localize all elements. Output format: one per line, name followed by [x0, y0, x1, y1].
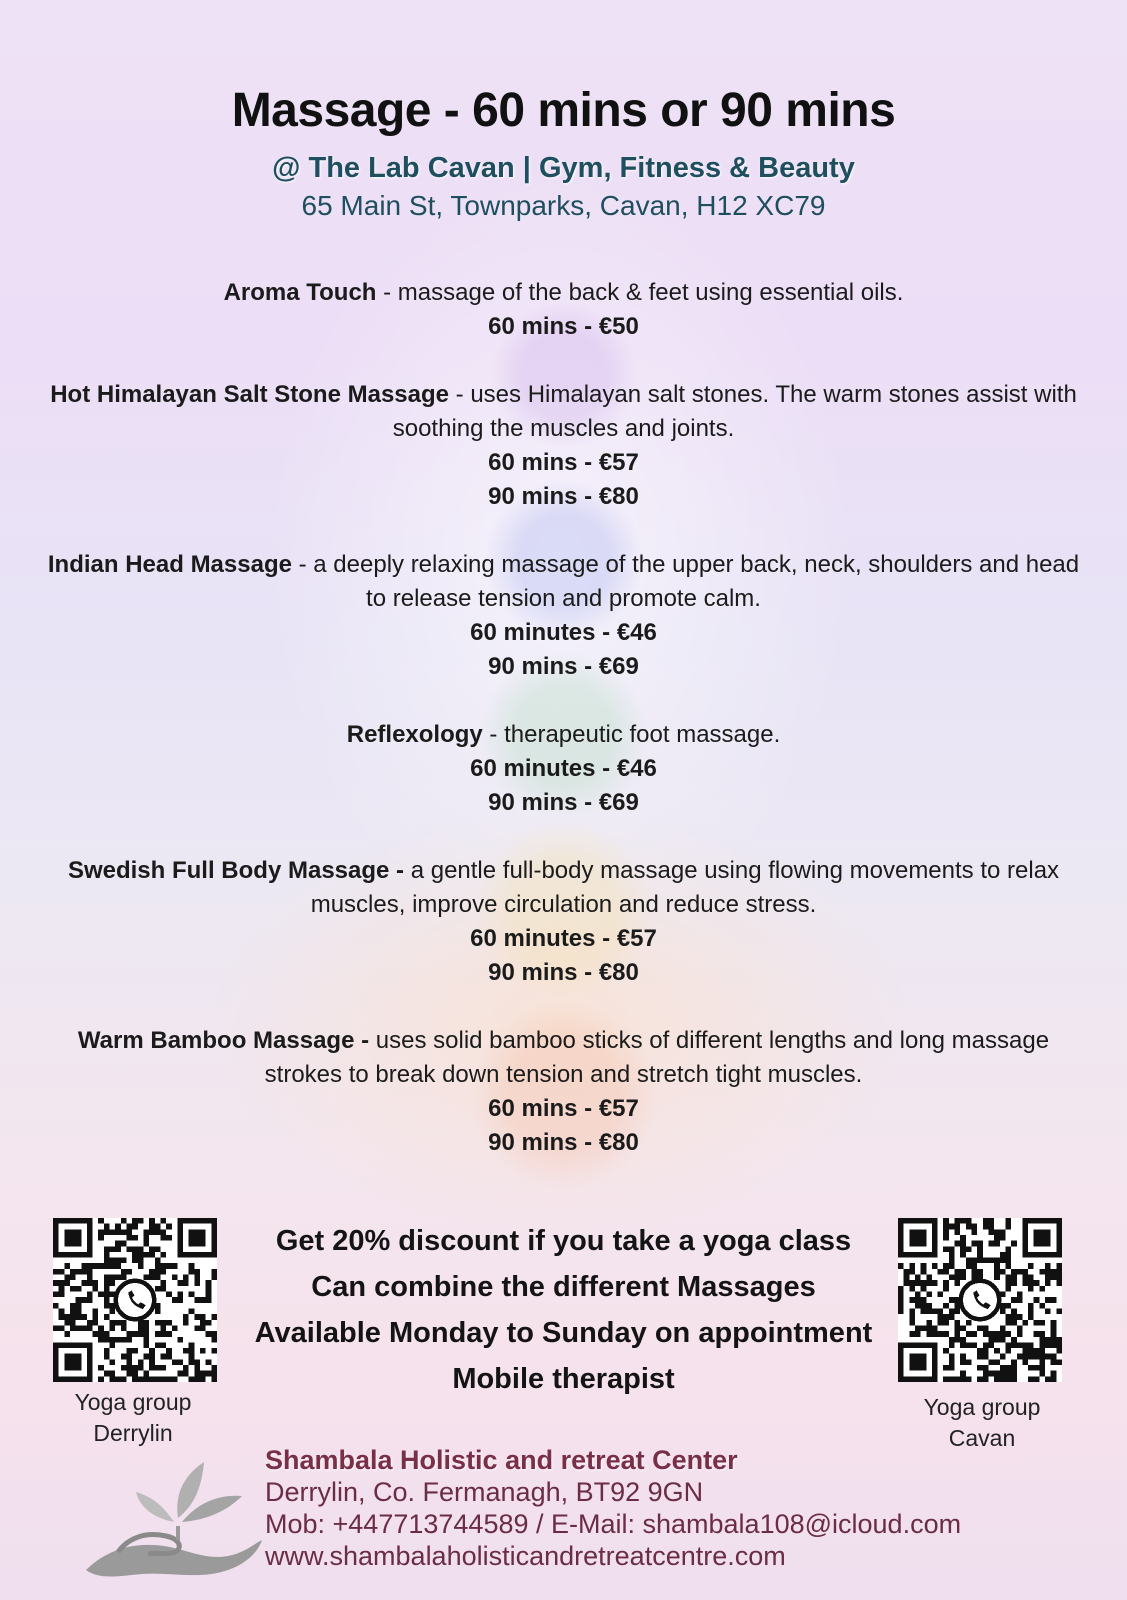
- service-price: 60 minutes - €57: [470, 925, 657, 952]
- service-price: 90 mins - €80: [488, 959, 639, 986]
- service-price: 60 minutes - €46: [470, 755, 657, 782]
- service-price: 90 mins - €80: [488, 1129, 639, 1156]
- service-price: 60 minutes - €46: [470, 619, 657, 646]
- service-item: [40, 378, 1087, 514]
- service-description: [40, 718, 1087, 752]
- service-description: [40, 276, 1087, 310]
- service-desc-text: - a deeply relaxing massage of the upper back, neck, shoulders and head to release tension and promote calm.: [291, 551, 1080, 612]
- service-price: 60 mins - €57: [488, 1095, 639, 1122]
- service-name: Aroma Touch: [223, 279, 377, 306]
- discount-note: Get 20% discount if you take a yoga class: [275, 1225, 852, 1257]
- org-name: Shambala Holistic and retreat Center: [265, 1445, 738, 1475]
- service-price: 90 mins - €69: [488, 653, 639, 680]
- service-name: Warm Bamboo Massage -: [77, 1027, 370, 1054]
- service-item: [40, 548, 1087, 684]
- service-description: [40, 378, 1087, 446]
- service-price: 90 mins - €69: [488, 789, 639, 816]
- service-price: 60 mins - €57: [488, 449, 639, 476]
- service-item: [40, 718, 1087, 820]
- whatsapp-qr-icon: [898, 1218, 1062, 1382]
- page-title: Massage - 60 mins or 90 mins: [231, 84, 896, 137]
- qr-code-cavan[interactable]: [898, 1218, 1062, 1382]
- service-desc-text: - therapeutic foot massage.: [482, 721, 781, 748]
- website-link[interactable]: www.shambalaholisticandretreatcentre.com: [265, 1541, 786, 1571]
- combine-note: Can combine the different Massages: [311, 1271, 816, 1303]
- qr-caption-cavan: Yoga group Cavan: [923, 1394, 1041, 1451]
- availability-note: Available Monday to Sunday on appointment: [254, 1317, 873, 1349]
- offer-notes: [230, 1218, 897, 1402]
- service-desc-text: - massage of the back & feet using essential oils.: [376, 279, 904, 306]
- org-address: Derrylin, Co. Fermanagh, BT92 9GN: [265, 1477, 704, 1507]
- services-list: [40, 276, 1087, 1194]
- service-name: Swedish Full Body Massage -: [67, 857, 405, 884]
- service-description: [40, 854, 1087, 922]
- venue-name: @ The Lab Cavan | Gym, Fitness & Beauty: [272, 152, 855, 184]
- service-item: [40, 276, 1087, 344]
- service-name: Hot Himalayan Salt Stone Massage: [50, 381, 449, 408]
- service-item: [40, 1024, 1087, 1160]
- footer: [0, 1440, 1127, 1600]
- service-item: [40, 854, 1087, 990]
- service-desc-text: uses solid bamboo sticks of different lengths and long massage strokes to break down tension and stretch tight muscles.: [264, 1027, 1050, 1088]
- mobile-note: Mobile therapist: [452, 1363, 675, 1395]
- flyer-header: [0, 78, 1127, 224]
- service-name: Reflexology: [346, 721, 483, 748]
- service-description: [40, 548, 1087, 616]
- contact-line[interactable]: Mob: +447713744589 / E-Mail: shambala108@icloud.com: [265, 1509, 962, 1539]
- hand-with-leaves-logo-icon: [78, 1452, 268, 1584]
- service-price: 90 mins - €80: [488, 483, 639, 510]
- service-price: 60 mins - €50: [488, 313, 639, 340]
- venue-address: 65 Main St, Townparks, Cavan, H12 XC79: [301, 190, 826, 221]
- service-desc-text: a gentle full-body massage using flowing movements to relax muscles, improve circulation and reduce stress.: [310, 857, 1060, 918]
- contact-block: [265, 1444, 961, 1572]
- whatsapp-qr-icon: [53, 1218, 217, 1382]
- qr-code-derrylin[interactable]: [53, 1218, 217, 1382]
- qr-caption-derrylin: Yoga group Derrylin: [74, 1389, 192, 1446]
- service-name: Indian Head Massage: [47, 551, 292, 578]
- service-desc-text: - uses Himalayan salt stones. The warm stones assist with soothing the muscles and joints.: [392, 381, 1077, 442]
- service-description: [40, 1024, 1087, 1092]
